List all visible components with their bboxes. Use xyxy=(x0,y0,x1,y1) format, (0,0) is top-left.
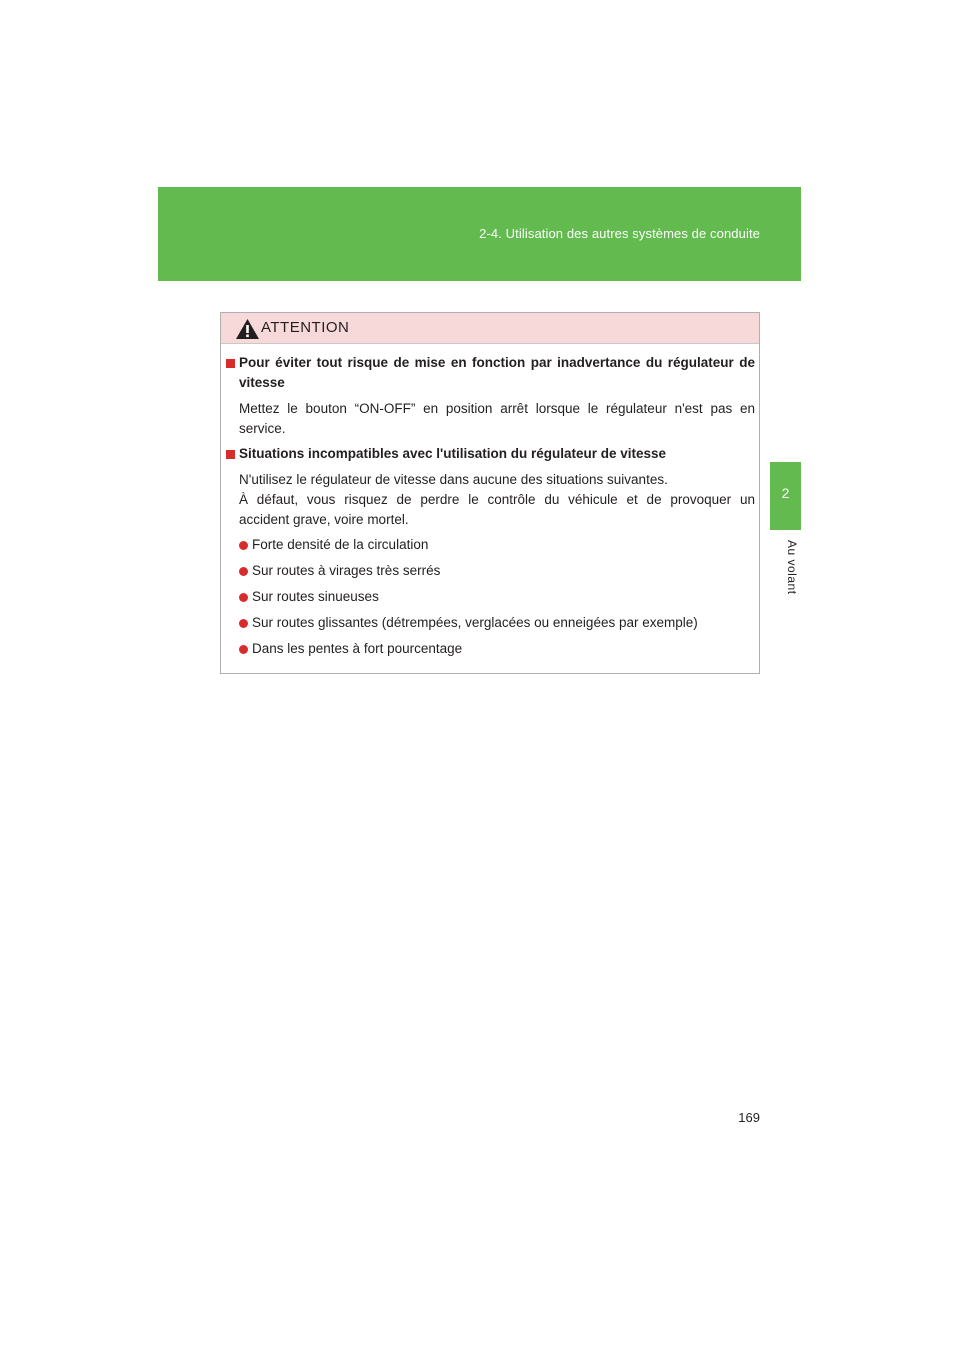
page-number: 169 xyxy=(738,1110,760,1125)
section-body-line: N'utilisez le régulateur de vitesse dans aucune des situations suivantes. xyxy=(239,472,668,487)
list-item: Sur routes à virages très serrés xyxy=(252,563,441,578)
section-body-line: Mettez le bouton “ON-OFF” en position arrêt lorsque le régulateur n'est pas en xyxy=(239,401,755,416)
list-item: Sur routes glissantes (détrempées, verglacées ou enneigées par exemple) xyxy=(252,615,698,630)
section-heading-continued: vitesse xyxy=(239,375,285,390)
warning-triangle-icon xyxy=(235,318,260,340)
section-heading: Situations incompatibles avec l'utilisation du régulateur de vitesse xyxy=(239,446,667,461)
warning-title: ATTENTION xyxy=(261,319,350,336)
warning-header xyxy=(221,313,759,344)
chapter-number: 2 xyxy=(781,485,790,501)
section-title: 2-4. Utilisation des autres systèmes de conduite xyxy=(479,226,760,241)
chapter-label: Au volant xyxy=(785,540,799,595)
section-body-line: service. xyxy=(239,421,286,436)
bullet-icon xyxy=(239,593,248,602)
section-heading: Pour éviter tout risque de mise en fonction par inadvertance du régulateur de xyxy=(239,355,755,370)
bullet-icon xyxy=(239,645,248,654)
section-marker-icon xyxy=(226,359,235,368)
list-item: Sur routes sinueuses xyxy=(252,589,379,604)
section-body-line: accident grave, voire mortel. xyxy=(239,512,409,527)
warning-box xyxy=(220,312,760,674)
bullet-icon xyxy=(239,541,248,550)
list-item: Forte densité de la circulation xyxy=(252,537,429,552)
section-header-band xyxy=(158,187,801,281)
section-body-line: À défaut, vous risquez de perdre le contrôle du véhicule et de provoquer un xyxy=(239,492,755,507)
bullet-icon xyxy=(239,567,248,576)
section-marker-icon xyxy=(226,450,235,459)
chapter-tab xyxy=(770,462,801,530)
list-item: Dans les pentes à fort pourcentage xyxy=(252,641,463,656)
bullet-icon xyxy=(239,619,248,628)
